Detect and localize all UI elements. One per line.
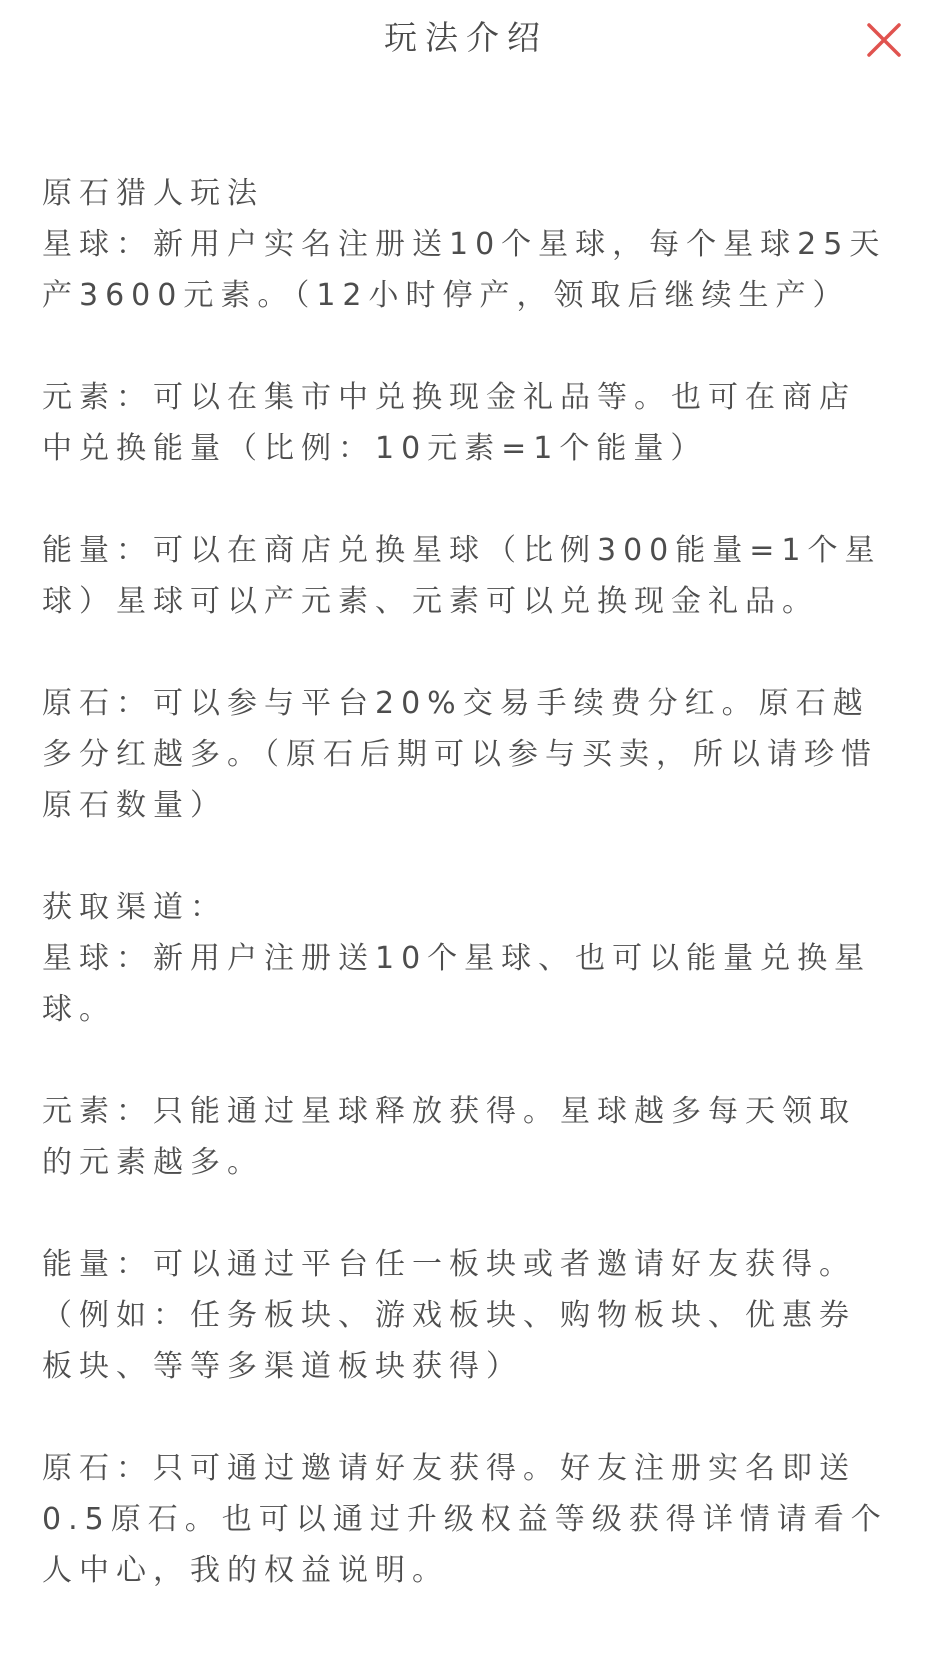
rule-paragraph-energy: 能量：可以在商店兑换星球（比例300能量=1个星球）星球可以产元素、元素可以兑换现金礼品。 bbox=[42, 533, 882, 619]
rule-paragraph-gem: 原石：可以参与平台20%交易手续费分红。原石越多分红越多。（原石后期可以参与买卖，所以请珍惜原石数量） bbox=[42, 686, 878, 823]
page-title: 玩法介绍 bbox=[384, 18, 548, 57]
section-title: 原石猎人玩法 bbox=[42, 176, 264, 211]
rule-paragraph-element: 元素：可以在集市中兑换现金礼品等。也可在商店中兑换能量（比例：10元素=1个能量） bbox=[42, 380, 856, 466]
channel-paragraph-energy: 能量：可以通过平台任一板块或者邀请好友获得。（例如：任务板块、游戏板块、购物板块、优惠券板块、等等多渠道板块获得） bbox=[42, 1247, 856, 1384]
rules-content bbox=[42, 168, 892, 1596]
rule-paragraph-planet: 星球：新用户实名注册送10个星球，每个星球25天产3600元素。（12小时停产，领取后继续生产） bbox=[42, 227, 887, 313]
channel-paragraph-gem: 原石：只可通过邀请好友获得。好友注册实名即送0.5原石。也可以通过升级权益等级获得详情请看个人中心，我的权益说明。 bbox=[42, 1451, 888, 1588]
header-bar bbox=[0, 0, 932, 84]
close-button[interactable] bbox=[866, 22, 902, 58]
channels-title: 获取渠道： bbox=[42, 890, 227, 925]
close-icon bbox=[866, 22, 902, 58]
channel-paragraph-planet: 星球：新用户注册送10个星球、也可以能量兑换星球。 bbox=[42, 941, 872, 1027]
channel-paragraph-element: 元素：只能通过星球释放获得。星球越多每天领取的元素越多。 bbox=[42, 1094, 856, 1180]
